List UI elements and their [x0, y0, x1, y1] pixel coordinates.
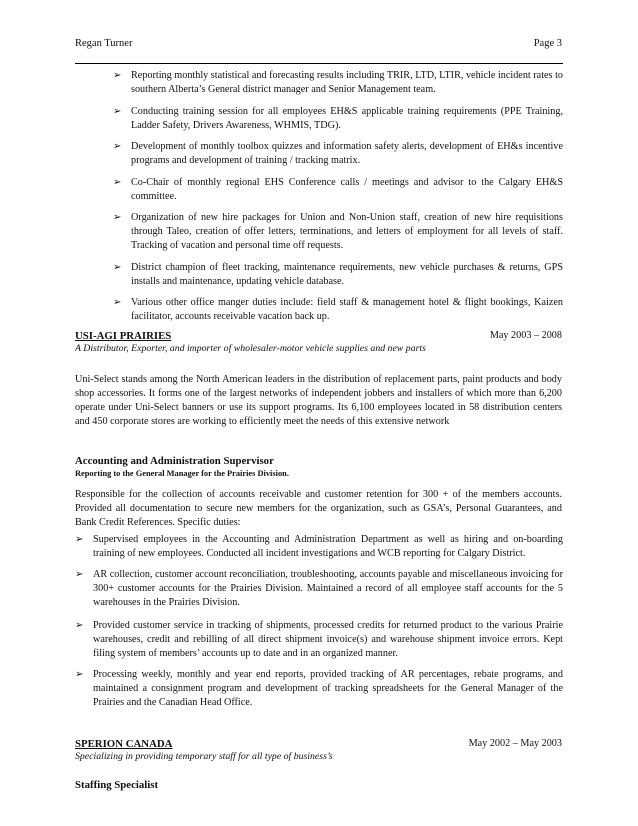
list-item: ➢ Processing weekly, monthly and year end reports, provided tracking of AR percentages, rebate programs, and maintained a consignment program and development of tracking spreadsheets for the General Manager of the Prairies and the Canadian Head Office. — [75, 669, 563, 708]
header-name: Regan Turner — [75, 38, 133, 49]
list-item: ➢ Conducting training session for all employees EH&S applicable training requirements (PPE Training, Ladder Safety, Drivers Awareness, WHMIS, TDG). — [113, 105, 563, 131]
list-item: ➢ Supervised employees in the Accounting and Administration Department as well as hiring and on-boarding training of new employees. Conducted all incident investigations and WCB reporting for Calgary District. — [75, 534, 563, 559]
usi-duties-list — [75, 533, 563, 717]
list-item: ➢ Development of monthly toolbox quizzes and information safety alerts, development of EH&s incentive programs and development of training / tracking matrix. — [113, 141, 563, 166]
arrow-bullet-icon: ➢ — [113, 105, 122, 117]
list-item: ➢ Organization of new hire packages for Union and Non-Union staff, creation of new hire requisitions through Taleo, creation of offer letters, terminations, and letters of employment for all levels of staff. Tracking of vacation and personal time off requests. — [113, 212, 563, 251]
continued-duties-list — [113, 69, 563, 332]
arrow-bullet-icon: ➢ — [75, 569, 84, 580]
arrow-bullet-icon: ➢ — [113, 176, 122, 188]
company-name: SPERION CANADA — [75, 738, 173, 750]
arrow-bullet-icon: ➢ — [113, 141, 122, 152]
arrow-bullet-icon: ➢ — [113, 212, 122, 223]
employment-dates: May 2002 – May 2003 — [468, 738, 562, 749]
job-title: Accounting and Administration Supervisor — [75, 455, 274, 467]
list-item: ➢ AR collection, customer account reconciliation, troubleshooting, accounts payable and miscellaneous invoicing for 300+ customer accounts for the Prairies Division. Maintained a record of all employee staff accounts for the 5 warehouses in the Prairies Division. — [75, 569, 563, 608]
arrow-bullet-icon: ➢ — [75, 669, 84, 680]
list-item: ➢ Various other office manger duties include: field staff & management hotel & flight bookings, Kaizen facilitator, accounts receivable vacation back up. — [113, 297, 563, 322]
usi-role-heading — [75, 455, 562, 478]
company-description: Uni-Select stands among the North American leaders in the distribution of replacement parts, paint products and body shop accessories. It forms one of the largest networks of independent jobbers and installers of which more than 6,200 operate under Uni-Select banners or use its support programs. Its 6,100 employees located in 58 distribution centers and 450 corporate stores are working to efficiently meet the needs of this extensive network — [75, 374, 562, 427]
arrow-bullet-icon: ➢ — [113, 261, 122, 273]
list-item: ➢ Provided customer service in tracking of shipments, processed credits for returned product to the various Prairie warehouses, credit and rebilling of all direct shipment invoice(s) and warehouse shipment invoice errors. Kept filing system of members’ accounts up to date and in an organized manner. — [75, 620, 563, 659]
list-item: ➢ Co-Chair of monthly regional EHS Conference calls / meetings and advisor to the Calgary EH&S committee. — [113, 176, 563, 202]
usi-company-heading — [75, 330, 562, 354]
reporting-line: Reporting to the General Manager for the Prairies Division. — [75, 469, 289, 478]
employment-dates: May 2003 – 2008 — [489, 330, 562, 341]
company-tagline: A Distributor, Exporter, and importer of wholesaler-motor vehicle supplies and new parts — [75, 343, 426, 354]
list-item: ➢ District champion of fleet tracking, maintenance requirements, new vehicle purchases & returns, GPS installs and maintenance, updating vehicle database. — [113, 261, 563, 287]
arrow-bullet-icon: ➢ — [113, 297, 122, 308]
header-page-number: Page 3 — [533, 38, 562, 49]
sperion-company-heading — [75, 738, 562, 762]
list-item: ➢ Reporting monthly statistical and forecasting results including TRIR, LTD, LTIR, vehicle incident rates to southern Alberta’s General district manager and Senior Management team. — [113, 70, 563, 95]
company-tagline: Specializing in providing temporary staff for all type of business’s — [75, 751, 333, 762]
company-name: USI-AGI PRAIRIES — [75, 330, 172, 342]
arrow-bullet-icon: ➢ — [75, 534, 84, 545]
page-header — [75, 38, 562, 54]
arrow-bullet-icon: ➢ — [113, 70, 122, 81]
job-title: Staffing Specialist — [75, 779, 159, 791]
header-rule — [75, 63, 563, 64]
responsibility-summary: Responsible for the collection of accounts receivable and customer retention for 300 + of the members accounts. Provided all documentation to secure new members for the organization, such as GSA’s, Personal Guarantees, and Bank Credit References. Specific duties: — [75, 489, 562, 528]
arrow-bullet-icon: ➢ — [75, 620, 84, 631]
